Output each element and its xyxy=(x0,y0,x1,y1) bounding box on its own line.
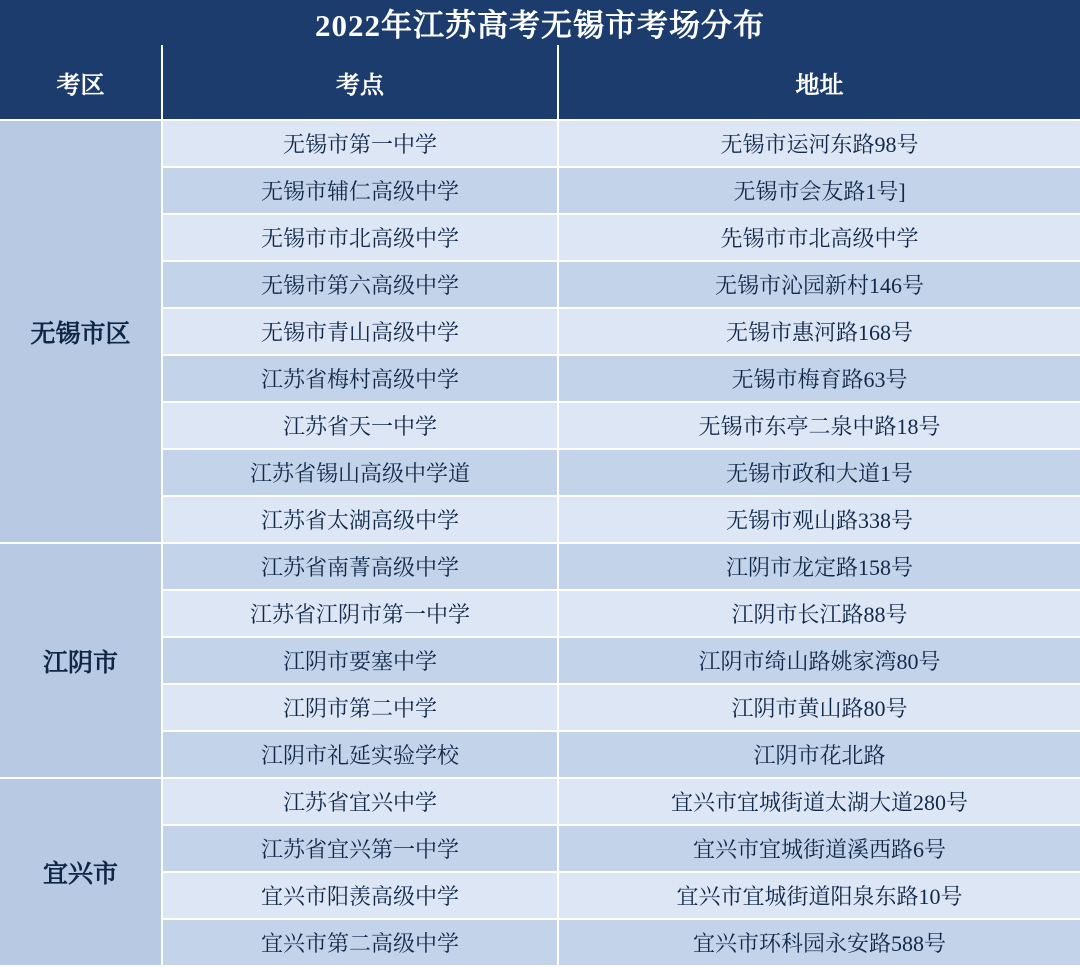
address-cell: 宜兴市宜城街道阳泉东路10号 xyxy=(558,872,1080,919)
table-row xyxy=(0,355,1080,402)
table-row xyxy=(0,778,1080,825)
table-row xyxy=(0,684,1080,731)
site-cell: 江苏省宜兴中学 xyxy=(162,778,558,825)
table-row xyxy=(0,261,1080,308)
site-cell: 宜兴市阳羡高级中学 xyxy=(162,872,558,919)
address-cell: 江阴市黄山路80号 xyxy=(558,684,1080,731)
address-cell: 无锡市观山路338号 xyxy=(558,496,1080,543)
address-cell: 无锡市会友路1号] xyxy=(558,167,1080,214)
site-cell: 江苏省南菁高级中学 xyxy=(162,543,558,590)
address-cell: 宜兴市宜城街道溪西路6号 xyxy=(558,825,1080,872)
site-cell: 无锡市辅仁高级中学 xyxy=(162,167,558,214)
column-header-address: 地址 xyxy=(558,45,1080,120)
site-cell: 无锡市第一中学 xyxy=(162,120,558,167)
page-title: 2022年江苏高考无锡市考场分布 xyxy=(0,0,1080,45)
site-cell: 江阴市礼延实验学校 xyxy=(162,731,558,778)
column-header-region: 考区 xyxy=(0,45,162,120)
address-cell: 江阴市绮山路姚家湾80号 xyxy=(558,637,1080,684)
table-row xyxy=(0,214,1080,261)
site-cell: 无锡市第六高级中学 xyxy=(162,261,558,308)
address-cell: 江阴市长江路88号 xyxy=(558,590,1080,637)
address-cell: 江阴市花北路 xyxy=(558,731,1080,778)
table-row xyxy=(0,120,1080,167)
address-cell: 无锡市政和大道1号 xyxy=(558,449,1080,496)
address-cell: 无锡市梅育路63号 xyxy=(558,355,1080,402)
table-row xyxy=(0,308,1080,355)
table-row xyxy=(0,590,1080,637)
address-cell: 江阴市龙定路158号 xyxy=(558,543,1080,590)
table-row xyxy=(0,449,1080,496)
site-cell: 江阴市要塞中学 xyxy=(162,637,558,684)
address-cell: 无锡市东亭二泉中路18号 xyxy=(558,402,1080,449)
table-row xyxy=(0,402,1080,449)
site-cell: 江苏省太湖高级中学 xyxy=(162,496,558,543)
address-cell: 无锡市沁园新村146号 xyxy=(558,261,1080,308)
site-cell: 无锡市市北高级中学 xyxy=(162,214,558,261)
table-body xyxy=(0,120,1080,966)
site-cell: 江苏省梅村高级中学 xyxy=(162,355,558,402)
exam-venue-table xyxy=(0,45,1080,967)
region-cell: 宜兴市 xyxy=(0,778,162,966)
table-row xyxy=(0,167,1080,214)
region-cell: 江阴市 xyxy=(0,543,162,778)
column-header-site: 考点 xyxy=(162,45,558,120)
table-row xyxy=(0,919,1080,966)
site-cell: 江苏省宜兴第一中学 xyxy=(162,825,558,872)
table-row xyxy=(0,825,1080,872)
table-row xyxy=(0,543,1080,590)
address-cell: 宜兴市环科园永安路588号 xyxy=(558,919,1080,966)
address-cell: 无锡市运河东路98号 xyxy=(558,120,1080,167)
region-cell: 无锡市区 xyxy=(0,120,162,543)
site-cell: 宜兴市第二高级中学 xyxy=(162,919,558,966)
address-cell: 宜兴市宜城街道太湖大道280号 xyxy=(558,778,1080,825)
table-row xyxy=(0,872,1080,919)
site-cell: 无锡市青山高级中学 xyxy=(162,308,558,355)
site-cell: 江苏省天一中学 xyxy=(162,402,558,449)
table-row xyxy=(0,496,1080,543)
table-row xyxy=(0,637,1080,684)
table-header xyxy=(0,45,1080,120)
address-cell: 先锡市市北高级中学 xyxy=(558,214,1080,261)
site-cell: 江阴市第二中学 xyxy=(162,684,558,731)
site-cell: 江苏省江阴市第一中学 xyxy=(162,590,558,637)
address-cell: 无锡市惠河路168号 xyxy=(558,308,1080,355)
table-row xyxy=(0,731,1080,778)
table-header-row xyxy=(0,45,1080,120)
site-cell: 江苏省锡山高级中学道 xyxy=(162,449,558,496)
